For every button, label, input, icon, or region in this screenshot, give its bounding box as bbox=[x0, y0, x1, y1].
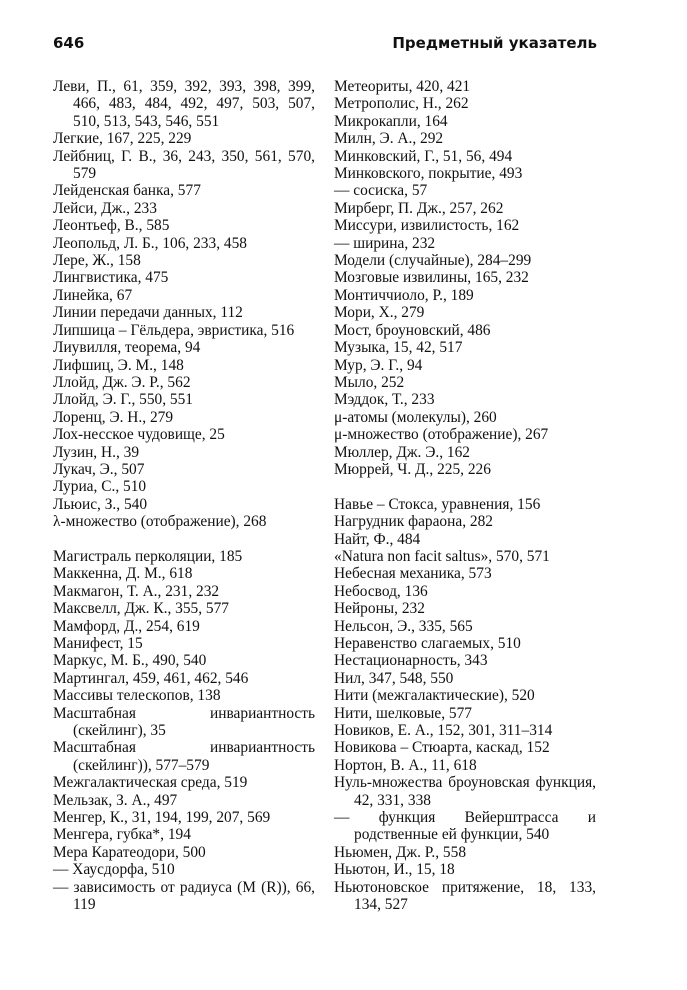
index-entry: — функция Вейерштрасса и родственные ей функции, 540 bbox=[334, 809, 596, 844]
index-entry: Мост, броуновский, 486 bbox=[334, 321, 491, 339]
index-entry: Мюррей, Ч. Д., 225, 226 bbox=[334, 460, 491, 478]
index-entry: Леопольд, Л. Б., 106, 233, 458 bbox=[53, 234, 247, 252]
index-entry: Нагрудник фараона, 282 bbox=[334, 513, 493, 531]
index-entry: Лоренц, Э. Н., 279 bbox=[53, 408, 174, 426]
index-entry: λ-множество (отображение), 268 bbox=[53, 513, 267, 531]
index-entry: Ньюмен, Дж. Р., 558 bbox=[334, 843, 467, 861]
index-entry: Льюис, З., 540 bbox=[53, 495, 148, 513]
index-entry: Нельсон, Э., 335, 565 bbox=[334, 617, 473, 635]
index-entry: Небесная механика, 573 bbox=[334, 565, 492, 583]
index-entry: Мозговые извилины, 165, 232 bbox=[334, 269, 529, 287]
index-entry: Маккенна, Д. М., 618 bbox=[53, 565, 193, 583]
index-entry: Лингвистика, 475 bbox=[53, 269, 169, 287]
index-entry: Мюллер, Дж. Э., 162 bbox=[334, 443, 470, 461]
index-entry: Лере, Ж., 158 bbox=[53, 252, 141, 270]
index-entry: — зависимость от радиуса (M (R)), 66, 119 bbox=[53, 878, 315, 914]
index-entry: Нуль-множества броуновская функция, 42, 331, 338 bbox=[334, 774, 596, 809]
index-entry: Мыло, 252 bbox=[334, 373, 405, 391]
index-entry: Неравенство слагаемых, 510 bbox=[334, 634, 521, 652]
index-entry: Маркус, М. Б., 490, 540 bbox=[53, 652, 207, 670]
index-entry: Лифшиц, Э. М., 148 bbox=[53, 356, 184, 374]
index-entry: Макмагон, Т. А., 231, 232 bbox=[53, 582, 220, 600]
index-entry: Лузин, Н., 39 bbox=[53, 443, 140, 461]
page-number: 646 bbox=[53, 34, 85, 52]
index-entry: Нил, 347, 548, 550 bbox=[334, 669, 454, 687]
index-entry: Лох-несское чудовище, 25 bbox=[53, 426, 225, 444]
index-entry: Мирберг, П. Дж., 257, 262 bbox=[334, 199, 504, 217]
index-entry: Минковского, покрытие, 493 bbox=[334, 165, 523, 183]
index-entry: Мамфорд, Д., 254, 619 bbox=[53, 617, 200, 635]
index-entry: Мельзак, З. А., 497 bbox=[53, 791, 178, 809]
index-entry: Небосвод, 136 bbox=[334, 582, 428, 600]
index-entry: Линии передачи данных, 112 bbox=[53, 304, 243, 322]
index-entry: Найт, Ф., 484 bbox=[334, 530, 421, 548]
index-column-right bbox=[334, 78, 596, 913]
page-header bbox=[53, 34, 597, 58]
index-entry: Новиков, Е. А., 152, 301, 311–314 bbox=[334, 722, 553, 740]
index-entry: Мур, Э. Г., 94 bbox=[334, 356, 423, 374]
index-entry: Музыка, 15, 42, 517 bbox=[334, 339, 463, 357]
index-entry: Мэддок, Т., 233 bbox=[334, 391, 435, 409]
index-entry: Лейси, Дж., 233 bbox=[53, 199, 157, 217]
index-entry: Липшица – Гёльдера, эвристика, 516 bbox=[53, 321, 295, 339]
index-entry: Луриа, С., 510 bbox=[53, 478, 147, 496]
index-entry: Нестационарность, 343 bbox=[334, 652, 488, 670]
index-entry: Метрополис, Н., 262 bbox=[334, 95, 469, 113]
index-entry: Ллойд, Э. Г., 550, 551 bbox=[53, 391, 194, 409]
index-entry: Миссури, извилистость, 162 bbox=[334, 217, 520, 235]
index-entry: Масштабная инвариантность (скейлинг)), 577–579 bbox=[53, 739, 315, 774]
index-entry: Мера Каратеодори, 500 bbox=[53, 843, 206, 861]
index-entry: Леви, П., 61, 359, 392, 393, 398, 399, 466, 483, 484, 492, 497, 503, 507, 510, 513, 543, 546, 551 bbox=[53, 78, 315, 130]
index-entry: Менгер, К., 31, 194, 199, 207, 569 bbox=[53, 809, 271, 827]
letter-group-gap bbox=[53, 531, 315, 548]
index-entry: Милн, Э. А., 292 bbox=[334, 130, 444, 148]
index-entry: Микрокапли, 164 bbox=[334, 112, 448, 130]
index-column-left bbox=[53, 78, 315, 913]
index-entry: Мартингал, 459, 461, 462, 546 bbox=[53, 669, 249, 687]
index-entry: Линейка, 67 bbox=[53, 286, 133, 304]
index-entry: Навье – Стокса, уравнения, 156 bbox=[334, 495, 541, 513]
index-entry: Ллойд, Дж. Э. Р., 562 bbox=[53, 373, 191, 391]
index-entry: Нортон, В. А., 11, 618 bbox=[334, 756, 477, 774]
index-entry: Лейбниц, Г. В., 36, 243, 350, 561, 570, 579 bbox=[53, 147, 315, 183]
index-entry: — сосиска, 57 bbox=[334, 182, 428, 200]
index-entry: μ-множество (отображение), 267 bbox=[334, 426, 549, 444]
index-entry: Ньютон, И., 15, 18 bbox=[334, 861, 455, 879]
index-entry: Лейденская банка, 577 bbox=[53, 182, 201, 200]
index-entry: Минковский, Г., 51, 56, 494 bbox=[334, 147, 513, 165]
index-entry: Лукач, Э., 507 bbox=[53, 460, 145, 478]
index-entry: Монтиччиоло, Р., 189 bbox=[334, 286, 474, 304]
index-entry: Манифест, 15 bbox=[53, 634, 143, 652]
index-entry: Массивы телескопов, 138 bbox=[53, 687, 221, 705]
index-entry: Легкие, 167, 225, 229 bbox=[53, 130, 192, 148]
index-entry: Лиувилля, теорема, 94 bbox=[53, 339, 201, 357]
index-entry: — Хаусдорфа, 510 bbox=[53, 861, 175, 879]
index-entry: Новикова – Стюарта, каскад, 152 bbox=[334, 739, 550, 757]
index-entry: «Natura non facit saltus», 570, 571 bbox=[334, 547, 550, 565]
index-entry: Ньютоновское притяжение, 18, 133, 134, 527 bbox=[334, 878, 596, 914]
index-entry: Максвелл, Дж. К., 355, 577 bbox=[53, 600, 230, 618]
running-title: Предметный указатель bbox=[392, 34, 597, 52]
index-entry: Метеориты, 420, 421 bbox=[334, 78, 471, 95]
index-entry: Менгера, губка*, 194 bbox=[53, 826, 191, 844]
index-entry: Межгалактическая среда, 519 bbox=[53, 774, 248, 792]
index-entry: Леонтьеф, В., 585 bbox=[53, 217, 170, 235]
index-entry: μ-атомы (молекулы), 260 bbox=[334, 408, 497, 426]
index-entry: Масштабная инвариантность (скейлинг), 35 bbox=[53, 704, 315, 740]
index-entry: Нити, шелковые, 577 bbox=[334, 704, 472, 722]
index-entry: — ширина, 232 bbox=[334, 234, 436, 252]
index-entry: Мори, Х., 279 bbox=[334, 304, 425, 322]
index-entry: Нити (межгалактические), 520 bbox=[334, 687, 535, 705]
letter-group-gap bbox=[334, 478, 596, 495]
index-entry: Нейроны, 232 bbox=[334, 600, 425, 618]
index-entry: Модели (случайные), 284–299 bbox=[334, 252, 532, 270]
index-entry: Магистраль перколяции, 185 bbox=[53, 547, 243, 565]
